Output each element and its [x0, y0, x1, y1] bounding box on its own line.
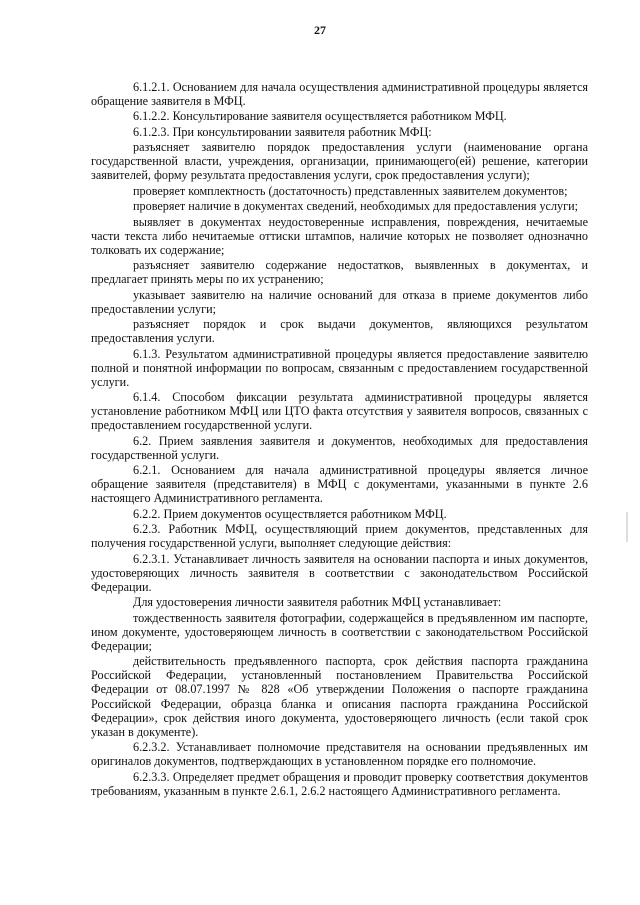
paragraph-6-1-2-1: 6.1.2.1. Основанием для начала осуществления административной процедуры является обращение заявителя в МФЦ. — [91, 80, 588, 109]
paragraph-6-2: 6.2. Прием заявления заявителя и документов, необходимых для предоставления государственной услуги. — [91, 433, 588, 462]
list-item-photo-identity: тождественность заявителя фотографии, содержащейся в предъявленном им паспорте, ином документе, удостоверяющем личность в соответствии с законодательством Российской Федерации; — [91, 610, 588, 653]
list-item-passport-validity: действительность предъявленного паспорта, срок действия паспорта гражданина Российской Федерации, установленный постановлением Правительства Российской Федерации от 08.07.1997 № 828 «Об утверждении Положения о паспорте гражданина Российской Федерации, образца бланка и описания паспорта гражданина Российской Федерации», срок действия иного документа, удостоверяющего личность (если такой срок указан в документе). — [91, 654, 588, 739]
paragraph-identity-verification: Для удостоверения личности заявителя работник МФЦ устанавливает: — [133, 595, 502, 610]
paragraph-6-1-2-2: 6.1.2.2. Консультирование заявителя осуществляется работником МФЦ. — [133, 109, 507, 124]
document-body — [91, 80, 588, 799]
paragraph-6-2-3: 6.2.3. Работник МФЦ, осуществляющий прием документов, представленных для получения государственной услуги, выполняет следующие действия: — [91, 522, 588, 551]
paragraph-6-1-4: 6.1.4. Способом фиксации результата административной процедуры является установление работником МФЦ или ЦТО факта отсутствия у заявителя вопросов, связанных с предоставлением государственной услуги. — [91, 390, 588, 433]
page-number: 27 — [314, 23, 326, 37]
paragraph-6-2-3-1: 6.2.3.1. Устанавливает личность заявителя на основании паспорта и иных документов, удостоверяющих личность заявителя в соответствии с законодательством Российской Федерации. — [91, 551, 588, 594]
scan-edge-mark — [626, 512, 628, 542]
paragraph-6-2-2: 6.2.2. Прием документов осуществляется работником МФЦ. — [133, 506, 447, 521]
list-item-checks-information: проверяет наличие в документах сведений, необходимых для предоставления услуги; — [133, 199, 579, 214]
list-item-indicates-refusal-grounds: указывает заявителю на наличие оснований для отказа в приеме документов либо предоставлении услуги; — [91, 287, 588, 316]
paragraph-6-2-3-2: 6.2.3.2. Устанавливает полномочие представителя на основании предъявленных им оригиналов документов, подтверждающих в установленном порядке его полномочие. — [91, 740, 588, 769]
list-item-detects-corrections: выявляет в документах неудостоверенные исправления, повреждения, нечитаемые части текста либо нечитаемые оттиски штампов, наличие которых не позволяет однозначно толковать их содержание; — [91, 214, 588, 257]
list-item-explains-procedure: разъясняет заявителю порядок предоставления услуги (наименование органа государственной власти, учреждения, организации, принимающего(ей) решение, категории заявителей, форму результата предоставления услуги, срок предоставления услуги); — [91, 140, 588, 183]
paragraph-6-2-3-3: 6.2.3.3. Определяет предмет обращения и проводит проверку соответствия документов требованиям, указанным в пункте 2.6.1, 2.6.2 настоящего Административного регламента. — [91, 769, 588, 798]
paragraph-6-2-1: 6.2.1. Основанием для начала административной процедуры является личное обращение заявителя (представителя) в МФЦ с документами, указанными в пункте 2.6 настоящего Административного регламента. — [91, 463, 588, 506]
paragraph-6-1-3: 6.1.3. Результатом административной процедуры является предоставление заявителю полной и понятной информации по вопросам, связанным с предоставлением государственной услуги. — [91, 346, 588, 389]
list-item-checks-completeness: проверяет комплектность (достаточность) представленных заявителем документов; — [133, 183, 568, 198]
paragraph-6-1-2-3: 6.1.2.3. При консультировании заявителя работник МФЦ: — [133, 124, 432, 139]
list-item-explains-issuance: разъясняет порядок и срок выдачи документов, являющихся результатом предоставления услуги. — [91, 317, 588, 346]
list-item-explains-deficiencies: разъясняет заявителю содержание недостатков, выявленных в документах, и предлагает принять меры по их устранению; — [91, 258, 588, 287]
